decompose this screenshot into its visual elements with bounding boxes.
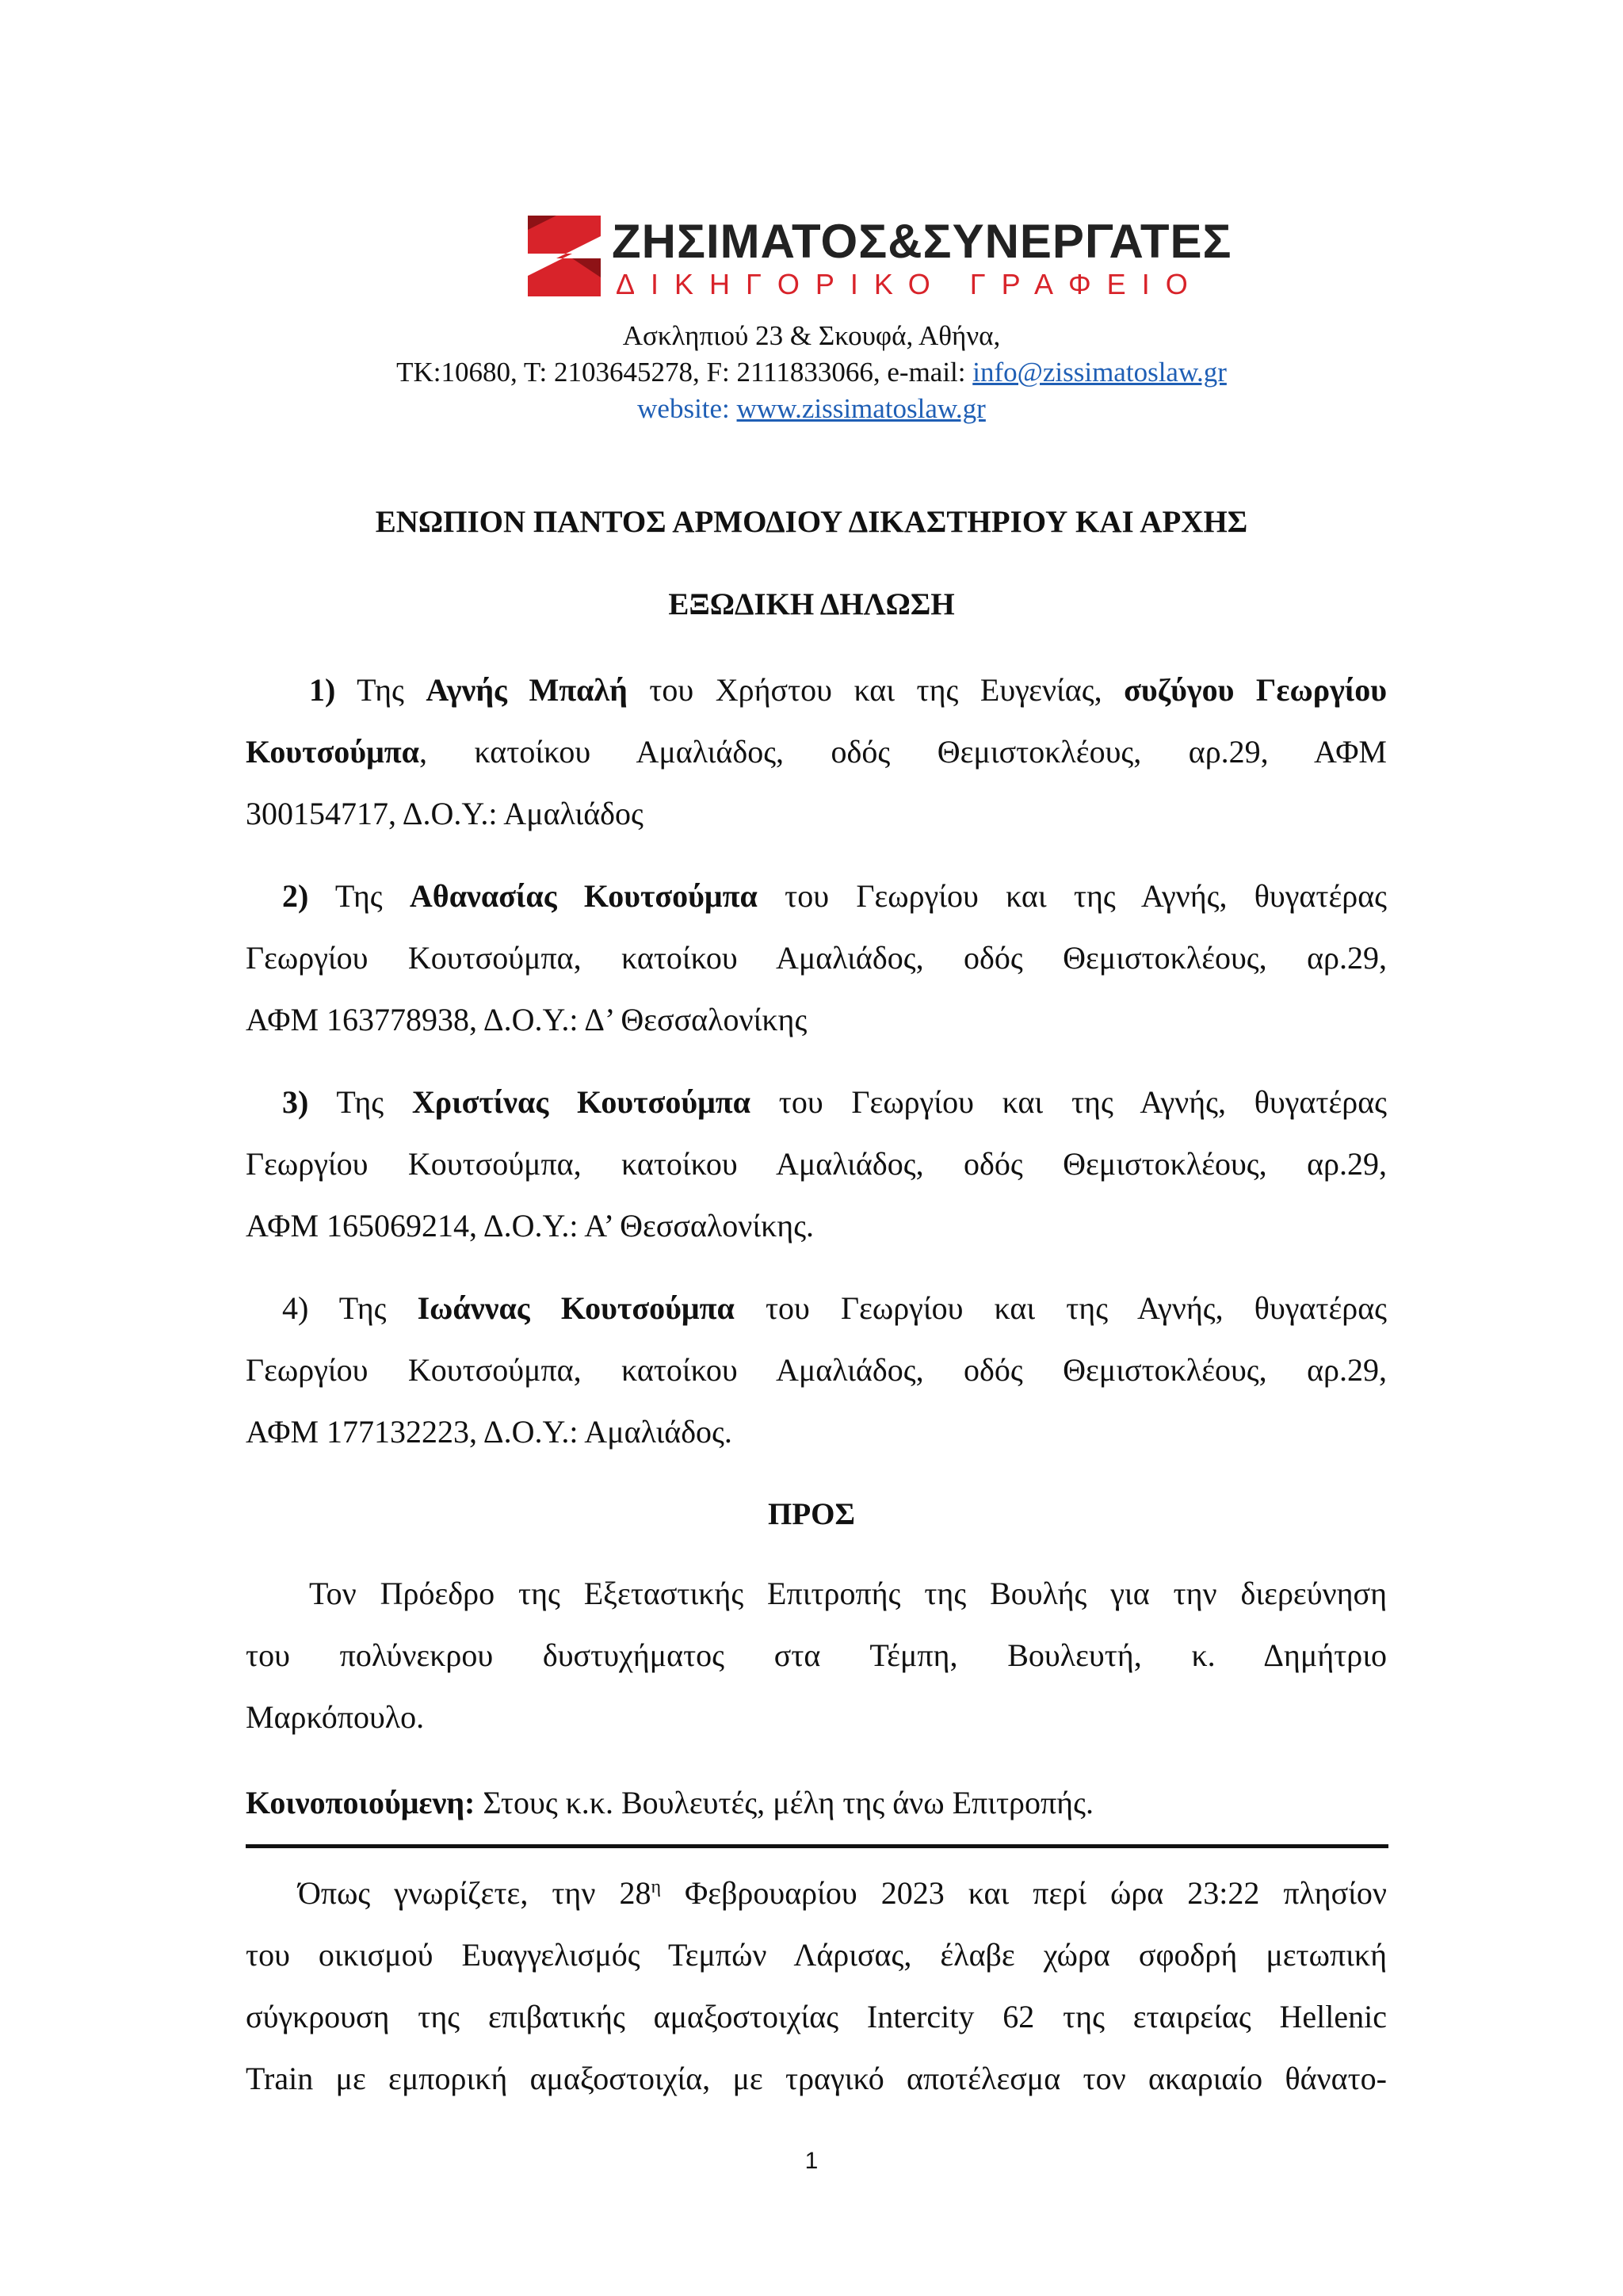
cc-text: Στους κ.κ. Βουλευτές, μέλη της άνω Επιτροπής. — [475, 1785, 1094, 1820]
party-3-line-3: ΑΦΜ 165069214, Δ.Ο.Υ.: Α’ Θεσσαλονίκης. — [246, 1208, 815, 1244]
website-prefix: website: — [637, 393, 737, 424]
party-4-line-1: 4) Της Ιωάννας Κουτσούμπα του Γεωργίου και της Αγνής, θυγατέρας — [282, 1290, 1388, 1326]
party-3-name: Χριστίνας Κουτσούμπα — [411, 1084, 750, 1120]
party-4-line-2: Γεωργίου Κουτσούμπα, κατοίκου Αμαλιάδος, οδός Θεμιστοκλέους, αρ.29, — [246, 1352, 1387, 1388]
party-2 — [246, 865, 1387, 1051]
recipient-paragraph — [246, 1563, 1387, 1748]
party-1-line-1: 1) Της Αγνής Μπαλή του Χρήστου και της Ευγενίας, συζύγου Γεωργίου — [309, 672, 1387, 708]
firm-logo — [525, 212, 1232, 300]
party-2-line-2: Γεωργίου Κουτσούμπα, κατοίκου Αμαλιάδος, οδός Θεμιστοκλέους, αρ.29, — [246, 940, 1387, 976]
body-line-3: σύγκρουση της επιβατικής αμαξοστοιχίας Intercity 62 της εταιρείας Hellenic — [246, 1999, 1387, 2034]
recipient-line-2: του πολύνεκρου δυστυχήματος στα Τέμπη, Βουλευτή, κ. Δημήτριο — [246, 1637, 1387, 1673]
party-3 — [246, 1072, 1387, 1257]
body-line-2: του οικισμού Ευαγγελισμός Τεμπών Λάρισας, έλαβε χώρα σφοδρή μετωπική — [246, 1937, 1387, 1973]
party-4 — [246, 1278, 1387, 1463]
recipient-line-3: Μαρκόπουλο. — [246, 1699, 425, 1735]
body-line-4: Train με εμπορική αμαξοστοιχία, με τραγικό αποτέλεσμα τον ακαριαίο θάνατο- — [246, 2061, 1387, 2096]
cc-label: Κοινοποιούμενη: — [246, 1785, 475, 1820]
party-4-name: Ιωάννας Κουτσούμπα — [417, 1290, 735, 1326]
party-1-line-2: Κουτσούμπα, κατοίκου Αμαλιάδος, οδός Θεμιστοκλέους, αρ.29, ΑΦΜ — [246, 734, 1387, 770]
recipient-line-1: Τον Πρόεδρο της Εξεταστικής Επιτροπής της Βουλής για την διερεύνηση — [309, 1576, 1387, 1611]
party-1 — [246, 659, 1387, 845]
party-1-line-3: 300154717, Δ.Ο.Υ.: Αμαλιάδος — [246, 796, 643, 831]
firm-logo-mark-icon — [525, 212, 604, 300]
body-paragraph — [246, 1862, 1387, 2110]
body-line-1: Όπως γνωρίζετε, την $28^\eta$ Φεβρουαρίου 2023 και περί ώρα 23:22 πλησίον — [298, 1875, 1387, 1911]
to-heading: ΠΡΟΣ — [768, 1497, 855, 1531]
divider-line — [246, 1844, 1388, 1848]
party-4-line-3: ΑΦΜ 177132223, Δ.Ο.Υ.: Αμαλιάδος. — [246, 1414, 732, 1450]
cc-line — [246, 1772, 1387, 1834]
party-3-line-2: Γεωργίου Κουτσούμπα, κατοίκου Αμαλιάδος, οδός Θεμιστοκλέους, αρ.29, — [246, 1146, 1387, 1182]
contact-numbers: ΤΚ:10680, Τ: 2103645278, F: 2111833066, e-mail: — [396, 357, 973, 388]
website-link[interactable]: www.zissimatoslaw.gr — [736, 393, 986, 424]
court-heading: ΕΝΩΠΙΟΝ ΠΑΝΤΟΣ ΑΡΜΟΔΙΟΥ ΔΙΚΑΣΤΗΡΙΟΥ ΚΑΙ ΑΡΧΗΣ — [375, 505, 1248, 539]
party-3-line-1: 3) Της Χριστίνας Κουτσούμπα του Γεωργίου και της Αγνής, θυγατέρας — [282, 1084, 1387, 1120]
document-type-heading: ΕΞΩΔΙΚΗ ΔΗΛΩΣΗ — [668, 587, 955, 621]
party-2-name: Αθανασίας Κουτσούμπα — [409, 878, 758, 914]
page-number: 1 — [804, 2148, 819, 2174]
address-line-1: Ασκληπιού 23 & Σκουφά, Αθήνα, — [622, 320, 1001, 351]
party-2-line-3: ΑΦΜ 163778938, Δ.Ο.Υ.: Δ’ Θεσσαλονίκης — [246, 1002, 808, 1037]
firm-subtitle: ΔΙΚΗΓΟΡΙΚΟ ΓΡΑΦΕΙΟ — [616, 268, 1204, 300]
party-2-line-1: 2) Της Αθανασίας Κουτσούμπα του Γεωργίου και της Αγνής, θυγατέρας — [282, 878, 1387, 914]
website-line — [0, 392, 1623, 426]
email-link[interactable]: info@zissimatoslaw.gr — [972, 357, 1227, 388]
firm-name: ΖΗΣΙΜΑΤΟΣ&ΣΥΝΕΡΓΑΤΕΣ — [612, 215, 1232, 268]
address-line-2 — [0, 355, 1623, 390]
party-1-name: Αγνής Μπαλή — [426, 672, 628, 708]
